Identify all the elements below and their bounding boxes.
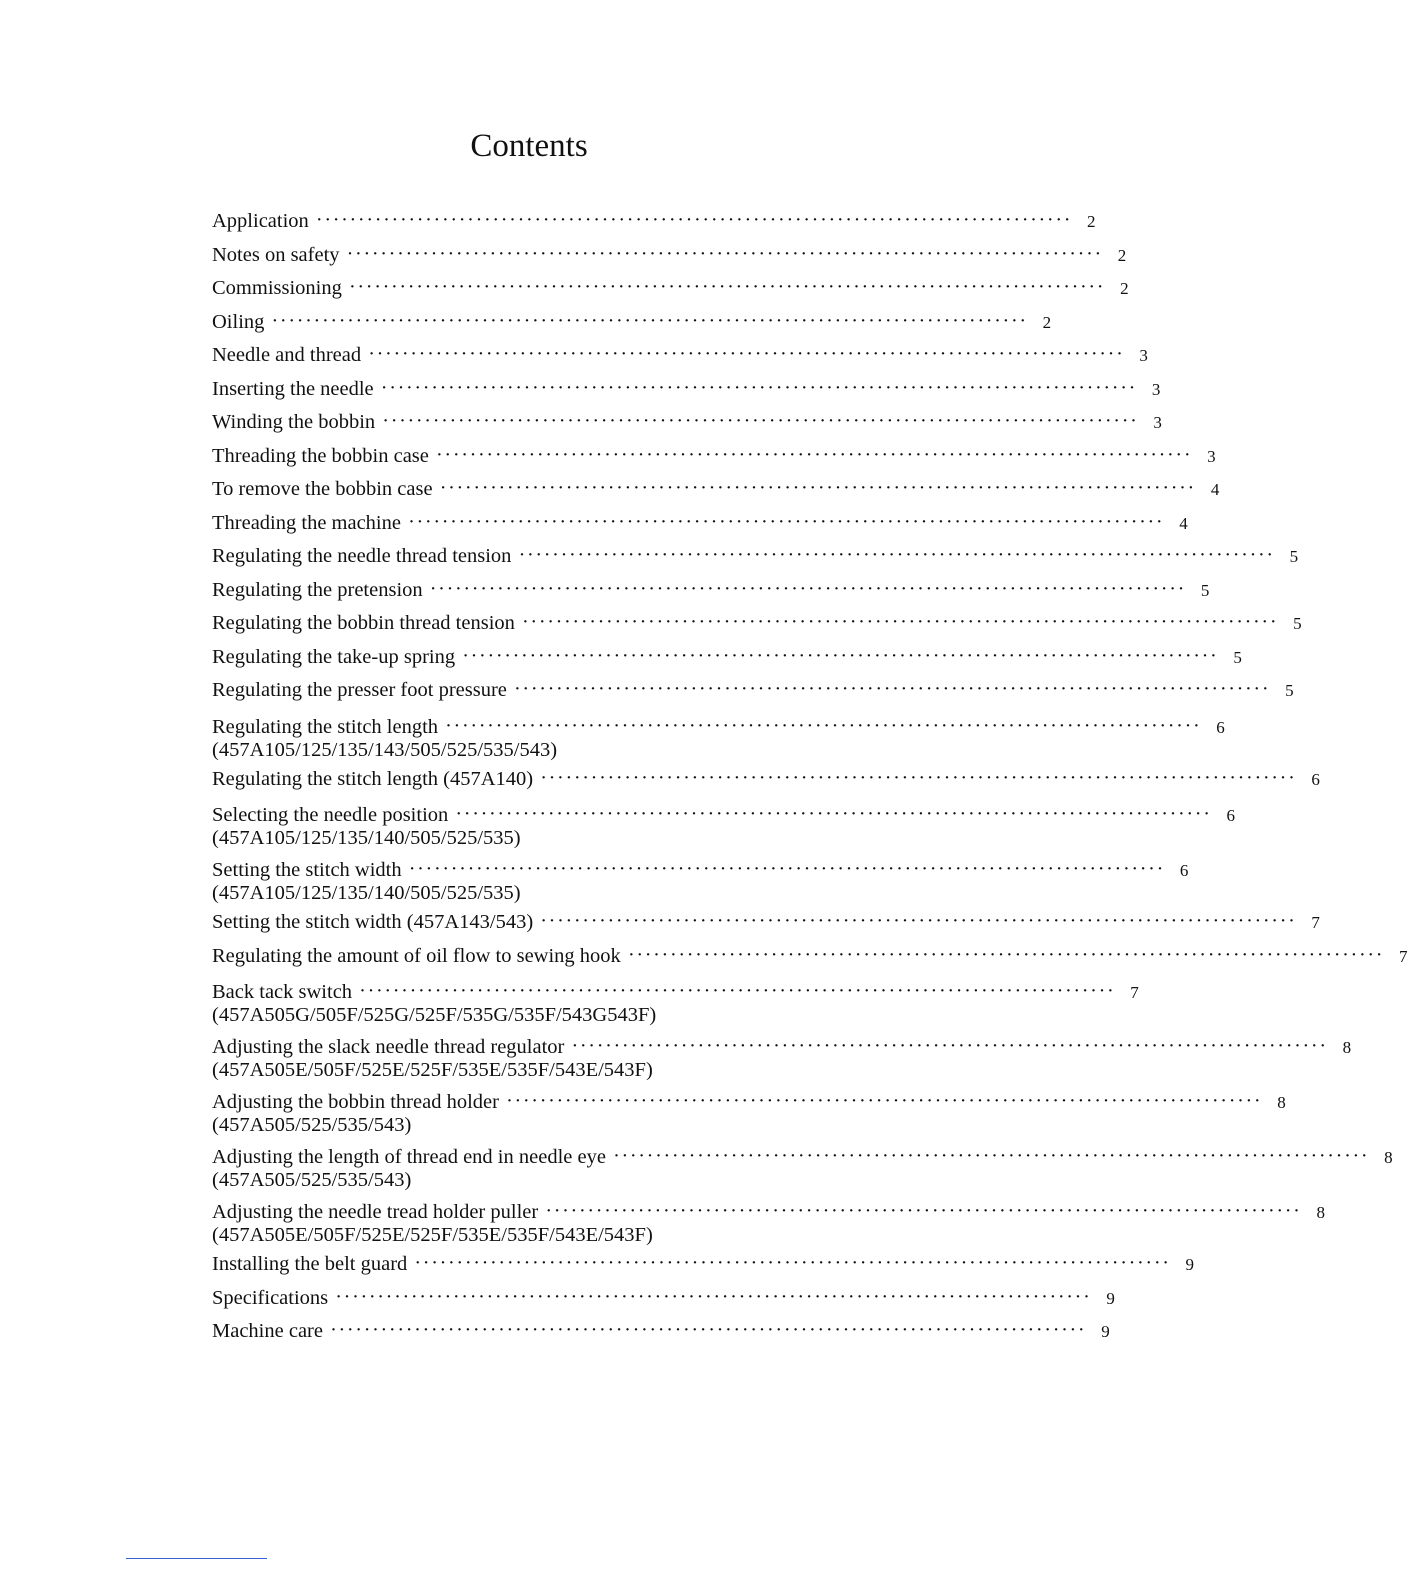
toc-entry-line — [212, 940, 1408, 974]
toc-entry-model-numbers: (457A105/125/135/143/505/525/535/543) — [212, 738, 558, 761]
toc-entry — [212, 859, 1189, 906]
toc-entry-label: To remove the bobbin case — [212, 478, 433, 500]
toc-entry — [212, 940, 1408, 974]
toc-page-number: 5 — [1285, 681, 1294, 700]
dot-leader: ·························································································· — [514, 681, 1272, 697]
toc-page-number: 2 — [1087, 212, 1096, 231]
toc-page-number: 5 — [1200, 580, 1210, 600]
toc-entry-label: Oiling — [212, 310, 265, 333]
toc-entry-model-numbers: (457A505/525/535/543) — [212, 1114, 412, 1136]
dot-leader: ·························································································· — [349, 279, 1107, 295]
toc-entry-label: Adjusting the needle tread holder puller — [212, 1201, 539, 1223]
toc-page-number: 7 — [1130, 983, 1139, 1002]
toc-entry — [212, 607, 1302, 641]
toc-entry-line — [212, 607, 1302, 641]
toc-entry-line — [212, 574, 1210, 608]
dot-leader: ·························································································· — [347, 245, 1104, 262]
toc-entry — [212, 1248, 1195, 1282]
toc-page-number: 7 — [1311, 913, 1320, 932]
toc-page-number: 6 — [1311, 769, 1320, 789]
toc-entry-label: Setting the stitch width (457A143/543) — [212, 911, 534, 933]
toc-entry-line — [212, 306, 1052, 340]
toc-page-number: 8 — [1316, 1203, 1325, 1222]
dot-leader: ·························································································· — [456, 806, 1213, 822]
toc-entry-label: Regulating the pretension — [212, 578, 423, 601]
toc-entry — [212, 205, 1096, 239]
toc-entry-label: Inserting the needle — [212, 377, 374, 400]
toc-page-number: 5 — [1289, 547, 1299, 566]
toc-entry-line — [212, 272, 1129, 306]
toc-entry-label: Adjusting the bobbin thread holder — [212, 1091, 499, 1113]
toc-entry — [212, 906, 1320, 940]
toc-entry-label: Threading the bobbin case — [212, 444, 429, 467]
toc-page-number: 7 — [1399, 946, 1408, 966]
toc-entry — [212, 1315, 1110, 1349]
toc-entry — [212, 674, 1294, 708]
toc-entry-label: Installing the belt guard — [212, 1253, 408, 1275]
toc-entry-line — [212, 1036, 1352, 1058]
toc-entry-label: Commissioning — [212, 277, 342, 299]
toc-page-number: 8 — [1384, 1148, 1393, 1167]
toc-entry-line — [212, 406, 1162, 440]
dot-leader: ·························································································· — [519, 547, 1276, 563]
toc-page-number: 2 — [1120, 279, 1129, 298]
toc-entry-line — [212, 1201, 1325, 1223]
toc-entry — [212, 473, 1220, 507]
toc-entry-model-numbers: (457A105/125/135/140/505/525/535) — [212, 827, 521, 849]
toc-entry-line — [212, 981, 1139, 1003]
toc-entry-label: Regulating the presser foot pressure — [212, 679, 507, 701]
toc-entry — [212, 1091, 1286, 1138]
toc-page-number: 3 — [1207, 446, 1216, 466]
toc-page-number: 6 — [1226, 806, 1235, 825]
toc-entry-line — [212, 507, 1188, 541]
toc-page-number: 6 — [1216, 717, 1225, 737]
toc-entry — [212, 981, 1139, 1028]
dot-leader: ·························································································· — [381, 379, 1138, 396]
toc-entry — [212, 763, 1320, 797]
dot-leader: ·························································································· — [430, 580, 1187, 597]
toc-entry-label: Regulating the stitch length (457A140) — [212, 767, 534, 790]
dot-leader: ·························································································· — [613, 1148, 1371, 1164]
toc-entry-label: Regulating the amount of oil flow to sewing hook — [212, 944, 621, 967]
toc-entry — [212, 804, 1235, 851]
toc-entry-label: Regulating the take-up spring — [212, 645, 456, 668]
dot-leader: ·························································································· — [330, 1322, 1088, 1338]
toc-page-number: 8 — [1342, 1038, 1352, 1057]
toc-entry — [212, 373, 1161, 407]
toc-entry-line — [212, 440, 1216, 474]
toc-page-number: 4 — [1179, 513, 1188, 533]
toc-entry-line — [212, 1091, 1286, 1113]
toc-entry-label: Selecting the needle position — [212, 804, 449, 826]
toc-entry — [212, 641, 1242, 675]
toc-entry — [212, 574, 1210, 608]
dot-leader: ·························································································· — [336, 1288, 1093, 1305]
toc-entry — [212, 1146, 1393, 1193]
page-title: Contents — [470, 128, 588, 164]
table-of-contents — [212, 205, 1408, 1349]
toc-entry-line — [212, 339, 1148, 373]
dot-leader: ·························································································· — [272, 312, 1029, 329]
toc-page-number: 8 — [1277, 1093, 1286, 1112]
toc-entry-line — [212, 239, 1127, 273]
toc-page-number: 3 — [1139, 346, 1148, 365]
dot-leader: ·························································································· — [572, 1038, 1329, 1054]
toc-entry-line — [212, 540, 1299, 574]
toc-entry-label: Winding the bobbin — [212, 411, 376, 433]
toc-entry-model-numbers: (457A505E/505F/525E/525F/535E/535F/543E/543F) — [212, 1059, 653, 1081]
toc-entry-line — [212, 641, 1242, 675]
toc-page-number: 3 — [1153, 413, 1162, 432]
toc-page-number: 9 — [1185, 1255, 1195, 1274]
toc-entry-label: Regulating the bobbin thread tension — [212, 612, 515, 634]
toc-entry — [212, 507, 1188, 541]
toc-entry — [212, 239, 1127, 273]
toc-page-number: 9 — [1101, 1322, 1110, 1341]
toc-entry — [212, 440, 1216, 474]
dot-leader: ·························································································· — [360, 983, 1117, 999]
toc-entry-label: Specifications — [212, 1286, 329, 1309]
toc-entry-label: Notes on safety — [212, 243, 340, 266]
toc-entry-line — [212, 674, 1294, 708]
toc-entry-line — [212, 763, 1320, 797]
dot-leader: ·························································································· — [415, 1255, 1172, 1271]
toc-entry-line — [212, 473, 1220, 507]
toc-entry-model-numbers: (457A105/125/135/140/505/525/535) — [212, 882, 521, 904]
toc-entry-label: Adjusting the length of thread end in needle eye — [212, 1146, 606, 1168]
toc-page-number: 4 — [1210, 480, 1220, 499]
toc-entry — [212, 339, 1148, 373]
toc-entry-line — [212, 1146, 1393, 1168]
toc-entry-model-numbers: (457A505E/505F/525E/525F/535E/535F/543E/543F) — [212, 1224, 653, 1246]
dot-leader: ·························································································· — [369, 346, 1126, 362]
toc-entry — [212, 1282, 1115, 1316]
dot-leader: ·························································································· — [383, 413, 1140, 429]
toc-entry-label: Needle and thread — [212, 344, 362, 366]
dot-leader: ·························································································· — [506, 1093, 1264, 1109]
toc-page-number: 2 — [1117, 245, 1127, 265]
toc-page-number: 2 — [1042, 312, 1052, 332]
toc-entry-label: Regulating the stitch length — [212, 715, 439, 738]
dot-leader: ·························································································· — [463, 647, 1220, 664]
toc-entry — [212, 272, 1129, 306]
toc-entry — [212, 540, 1299, 574]
toc-entry-label: Regulating the needle thread tension — [212, 545, 512, 567]
toc-entry-line — [212, 1315, 1110, 1349]
toc-entry — [212, 1201, 1325, 1248]
toc-entry — [212, 715, 1225, 763]
dot-leader: ·························································································· — [541, 913, 1298, 929]
dot-leader: ·························································································· — [546, 1203, 1303, 1219]
dot-leader: ·························································································· — [436, 446, 1194, 463]
toc-entry-line — [212, 715, 1225, 738]
toc-entry-label: Adjusting the slack needle thread regulator — [212, 1036, 565, 1058]
toc-entry-model-numbers: (457A505/525/535/543) — [212, 1169, 412, 1191]
dot-leader: ·························································································· — [628, 946, 1386, 963]
dot-leader: ·························································································· — [446, 717, 1203, 734]
toc-entry — [212, 306, 1052, 340]
dot-leader: ·························································································· — [409, 861, 1166, 877]
dot-leader: ·························································································· — [408, 513, 1166, 530]
toc-entry — [212, 406, 1162, 440]
toc-entry-line — [212, 859, 1189, 881]
toc-entry-line — [212, 205, 1096, 239]
toc-entry-label: Threading the machine — [212, 511, 401, 534]
toc-page-number: 3 — [1151, 379, 1161, 399]
toc-page-number: 9 — [1106, 1288, 1115, 1308]
toc-entry — [212, 1036, 1352, 1083]
toc-entry-label: Application — [212, 210, 309, 232]
dot-leader: ·························································································· — [440, 480, 1197, 496]
toc-entry-model-numbers: (457A505G/505F/525G/525F/535G/535F/543G543F) — [212, 1004, 657, 1026]
toc-entry-line — [212, 373, 1161, 407]
toc-entry-line — [212, 804, 1235, 826]
dot-leader: ·························································································· — [541, 769, 1298, 786]
toc-page-number: 6 — [1179, 861, 1189, 880]
toc-entry-label: Machine care — [212, 1320, 323, 1342]
dot-leader: ·························································································· — [316, 212, 1074, 228]
footnote-rule — [126, 1558, 267, 1559]
dot-leader: ·························································································· — [522, 614, 1280, 630]
toc-entry-line — [212, 906, 1320, 940]
toc-entry-line — [212, 1248, 1195, 1282]
toc-page-number: 5 — [1293, 614, 1302, 633]
toc-entry-line — [212, 1282, 1115, 1316]
toc-page-number: 5 — [1233, 647, 1242, 667]
toc-entry-label: Back tack switch — [212, 981, 353, 1003]
toc-entry-label: Setting the stitch width — [212, 859, 402, 881]
